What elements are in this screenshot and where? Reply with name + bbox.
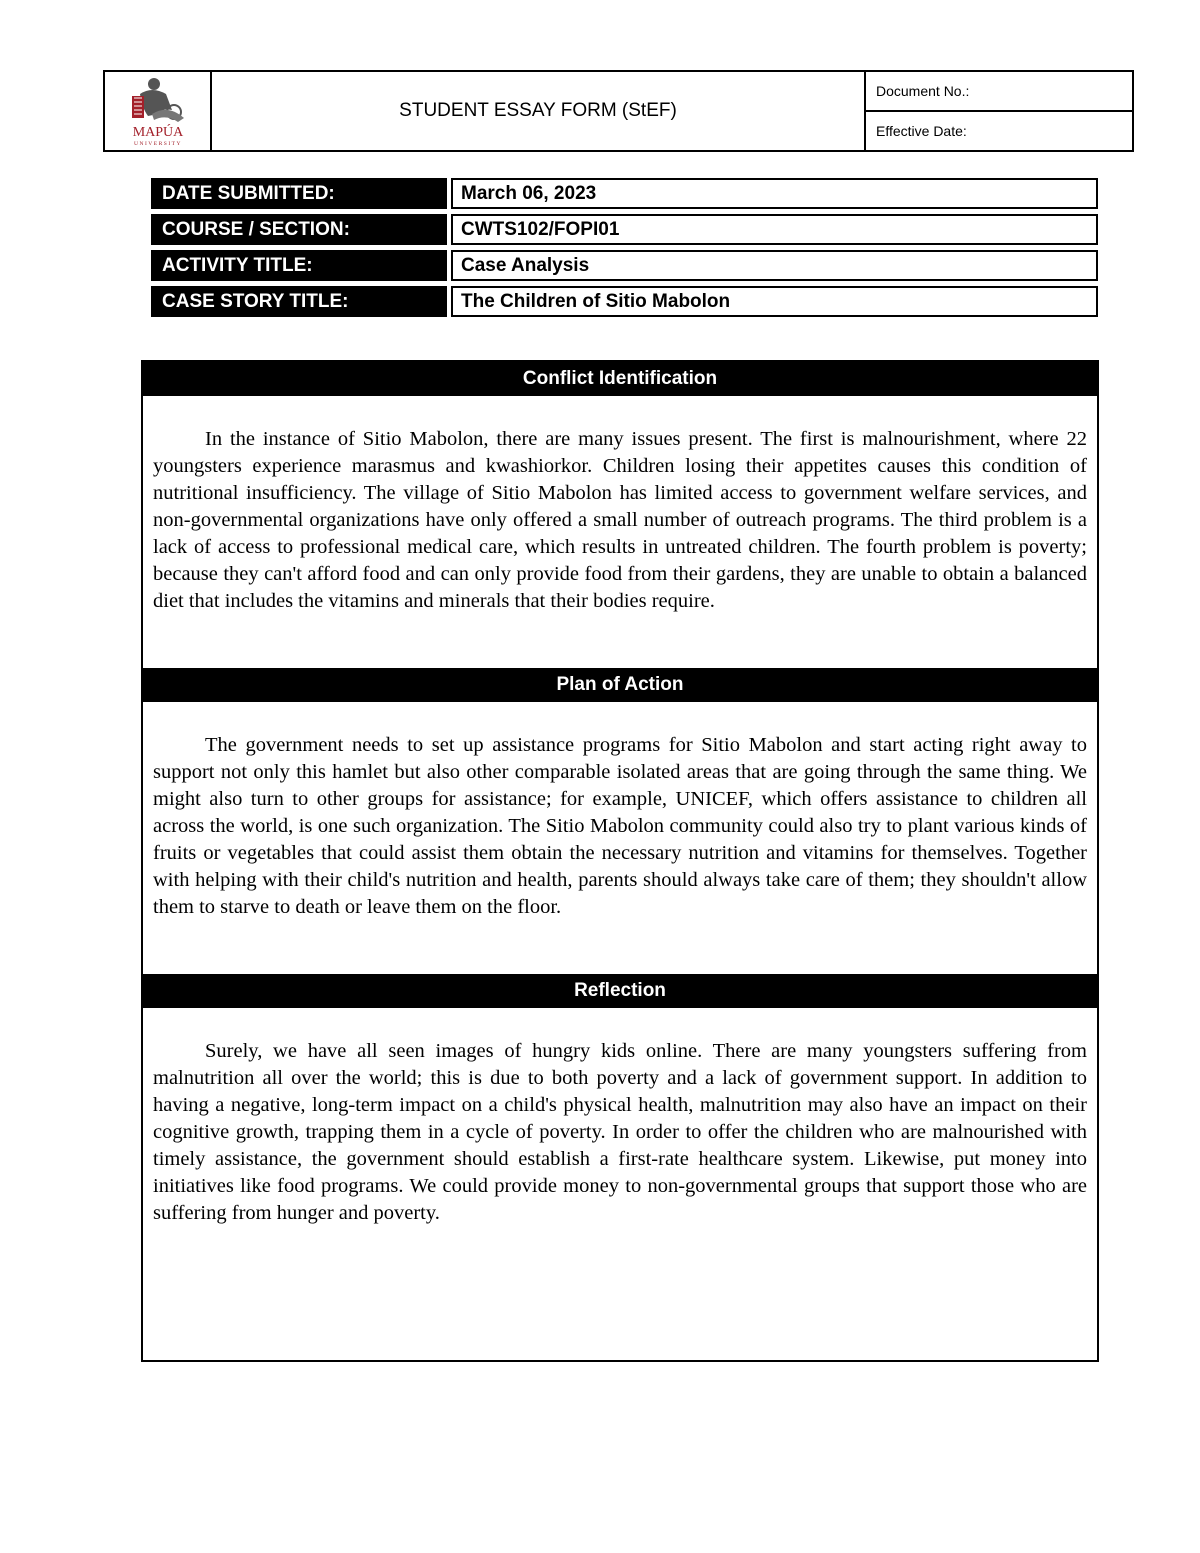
svg-text:MAPÚA: MAPÚA <box>132 125 183 140</box>
svg-text:UNIVERSITY: UNIVERSITY <box>133 141 182 147</box>
section-heading-reflection: Reflection <box>143 974 1097 1008</box>
section-heading-conflict: Conflict Identification <box>143 362 1097 396</box>
info-label: ACTIVITY TITLE: <box>151 250 447 281</box>
document-meta <box>866 72 1132 150</box>
essay-box <box>141 360 1099 1362</box>
info-row-activity <box>151 250 1098 281</box>
info-row-case-story <box>151 286 1098 317</box>
info-row-course <box>151 214 1098 245</box>
info-label: CASE STORY TITLE: <box>151 286 447 317</box>
info-value: The Children of Sitio Mabolon <box>451 286 1098 317</box>
section-heading-plan: Plan of Action <box>143 668 1097 702</box>
info-value: CWTS102/FOPI01 <box>451 214 1098 245</box>
form-title: STUDENT ESSAY FORM (StEF) <box>212 72 866 150</box>
submission-info-table <box>151 178 1098 322</box>
info-label: COURSE / SECTION: <box>151 214 447 245</box>
document-no-label: Document No.: <box>876 83 970 99</box>
form-header <box>103 70 1134 152</box>
info-value: Case Analysis <box>451 250 1098 281</box>
essay-paragraph: In the instance of Sitio Mabolon, there are many issues present. The first is malnourishment, where 22 youngsters experience marasmus and kwashiorkor. Children losing their appetites causes this condition of nutritional insufficiency. The village of Sitio Mabolon has limited access to government welfare services, and non-governmental organizations have only offered a small number of outreach programs. The third problem is a lack of access to professional medical care, which results in untreated children. The fourth problem is poverty; because they can't afford food and can only provide food from their gardens, they are unable to obtain a balanced diet that includes the vitamins and minerals that their bodies require. <box>153 428 1087 612</box>
essay-paragraph: The government needs to set up assistance programs for Sitio Mabolon and start acting right away to support not only this hamlet but also other comparable isolated areas that are going through the same thing. We might also turn to other groups for assistance; for example, UNICEF, which offers assistance to children all across the world, is one such organization. The Sitio Mabolon community could also try to plant various kinds of fruits or vegetables that could assist them obtain the necessary nutrition and vitamins for themselves. Together with helping with their child's nutrition and health, parents should always take care of them; they shouldn't allow them to starve to death or leave them on the floor. <box>153 734 1087 918</box>
logo-cell <box>105 72 212 150</box>
mapua-logo-icon <box>118 74 198 148</box>
info-row-date <box>151 178 1098 209</box>
info-value: March 06, 2023 <box>451 178 1098 209</box>
info-label: DATE SUBMITTED: <box>151 178 447 209</box>
essay-paragraph: Surely, we have all seen images of hungry kids online. There are many youngsters suffering from malnutrition all over the world; this is due to both poverty and a lack of government support. In addition to having a negative, long-term impact on a child's physical health, malnutrition may also have an impact on their cognitive growth, trapping them in a cycle of poverty. In order to offer the children who are malnourished with timely assistance, the government should establish a first-rate healthcare system. Likewise, put money into initiatives like food programs. We could provide money to non-governmental groups that support those who are suffering from hunger and poverty. <box>153 1040 1087 1224</box>
effective-date-label: Effective Date: <box>866 110 1132 150</box>
section-body-conflict <box>143 396 1097 668</box>
section-body-plan <box>143 702 1097 974</box>
section-body-reflection <box>143 1008 1097 1227</box>
